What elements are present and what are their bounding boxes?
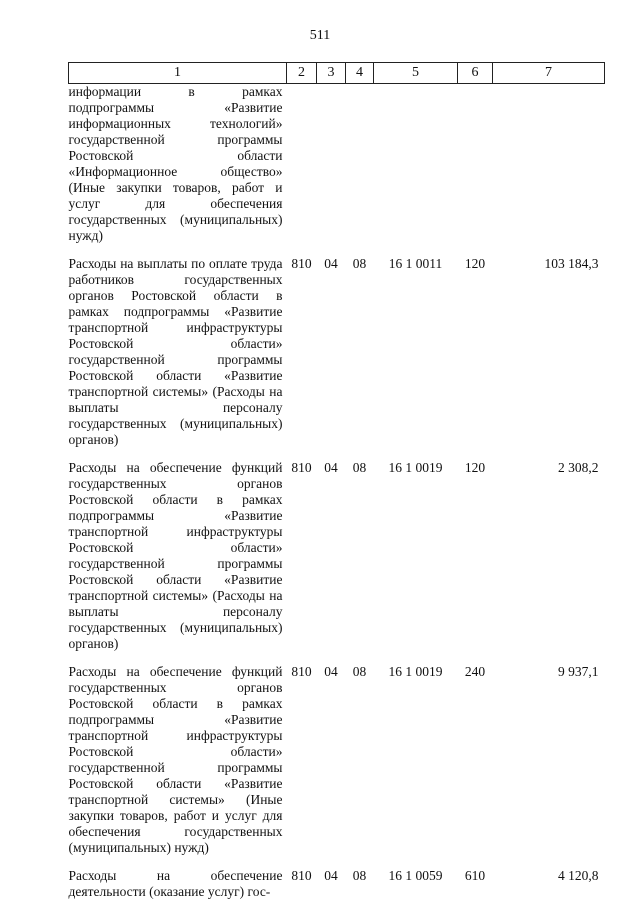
column-header: 1 bbox=[69, 63, 287, 84]
row-ministry-code bbox=[287, 84, 317, 257]
row-expense-type bbox=[458, 84, 493, 257]
row-section-code: 04 bbox=[324, 256, 338, 271]
row-target-article bbox=[374, 84, 458, 257]
row-target-article: 16 1 0019 bbox=[388, 664, 443, 679]
row-section-code: 04 bbox=[324, 460, 338, 475]
table-row bbox=[69, 84, 605, 257]
row-expense-type: 120 bbox=[464, 256, 486, 271]
row-section-code bbox=[317, 84, 346, 257]
column-header: 6 bbox=[458, 63, 493, 84]
column-header: 2 bbox=[287, 63, 317, 84]
row-target-article: 16 1 0019 bbox=[388, 460, 443, 475]
table-row bbox=[69, 664, 605, 868]
row-subsection-code: 08 bbox=[352, 460, 367, 475]
row-amount bbox=[493, 84, 605, 257]
row-target-article: 16 1 0059 bbox=[388, 868, 443, 883]
table-row bbox=[69, 460, 605, 664]
row-ministry-code: 810 bbox=[291, 460, 312, 475]
row-section-code: 04 bbox=[324, 664, 338, 679]
row-ministry-code: 810 bbox=[291, 256, 312, 271]
row-amount: 9 937,1 bbox=[558, 664, 599, 679]
column-header: 4 bbox=[346, 63, 374, 84]
row-description: Расходы на обеспечение функций государственных органов Ростовской области в рамках подпрограммы «Развитие транспортной инфраструктуры Ростовской области» государственной программы Ростовской области «Развитие транспортной системы» (Иные закупки товаров, работ и услуг для обеспечения государственных (муниципальных) нужд) bbox=[68, 664, 283, 855]
table-row bbox=[69, 256, 605, 460]
row-subsection-code: 08 bbox=[352, 256, 367, 271]
row-amount: 4 120,8 bbox=[558, 868, 599, 883]
column-header: 7 bbox=[493, 63, 605, 84]
row-description: информации в рамках подпрограммы «Развитие информационных технологий» государственной программы Ростовской области «Информационное общество» (Иные закупки товаров, работ и услуг для обеспечения государственных (муниципальных) нужд) bbox=[68, 84, 283, 243]
row-expense-type: 120 bbox=[464, 460, 486, 475]
header-row bbox=[69, 63, 605, 84]
row-ministry-code: 810 bbox=[291, 664, 312, 679]
row-amount: 103 184,3 bbox=[544, 256, 599, 271]
row-subsection-code bbox=[346, 84, 374, 257]
row-expense-type: 610 bbox=[464, 868, 486, 883]
row-expense-type: 240 bbox=[464, 664, 486, 679]
row-description: Расходы на выплаты по оплате труда работников государственных органов Ростовской области в рамках подпрограммы «Развитие транспортной инфраструктуры Ростовской области» государственной программы Ростовской области «Развитие транспортной системы» (Расходы на выплаты персоналу государственных (муниципальных) органов) bbox=[68, 256, 283, 447]
row-subsection-code: 08 bbox=[352, 868, 367, 883]
row-subsection-code: 08 bbox=[352, 664, 367, 679]
row-description: Расходы на обеспечение функций государственных органов Ростовской области в рамках подпрограммы «Развитие транспортной инфраструктуры Ростовской области» государственной программы Ростовской области «Развитие транспортной системы» (Расходы на выплаты персоналу государственных (муниципальных) органов) bbox=[68, 460, 283, 651]
row-target-article: 16 1 0011 bbox=[388, 256, 443, 271]
row-description: Расходы на обеспечение деятельности (оказание услуг) гос- bbox=[68, 868, 283, 899]
table-row bbox=[69, 868, 605, 912]
column-header: 3 bbox=[317, 63, 346, 84]
row-amount: 2 308,2 bbox=[558, 460, 599, 475]
page-number: 511 bbox=[309, 28, 331, 43]
budget-table bbox=[68, 62, 605, 912]
row-section-code: 04 bbox=[324, 868, 338, 883]
row-ministry-code: 810 bbox=[291, 868, 312, 883]
column-header: 5 bbox=[374, 63, 458, 84]
